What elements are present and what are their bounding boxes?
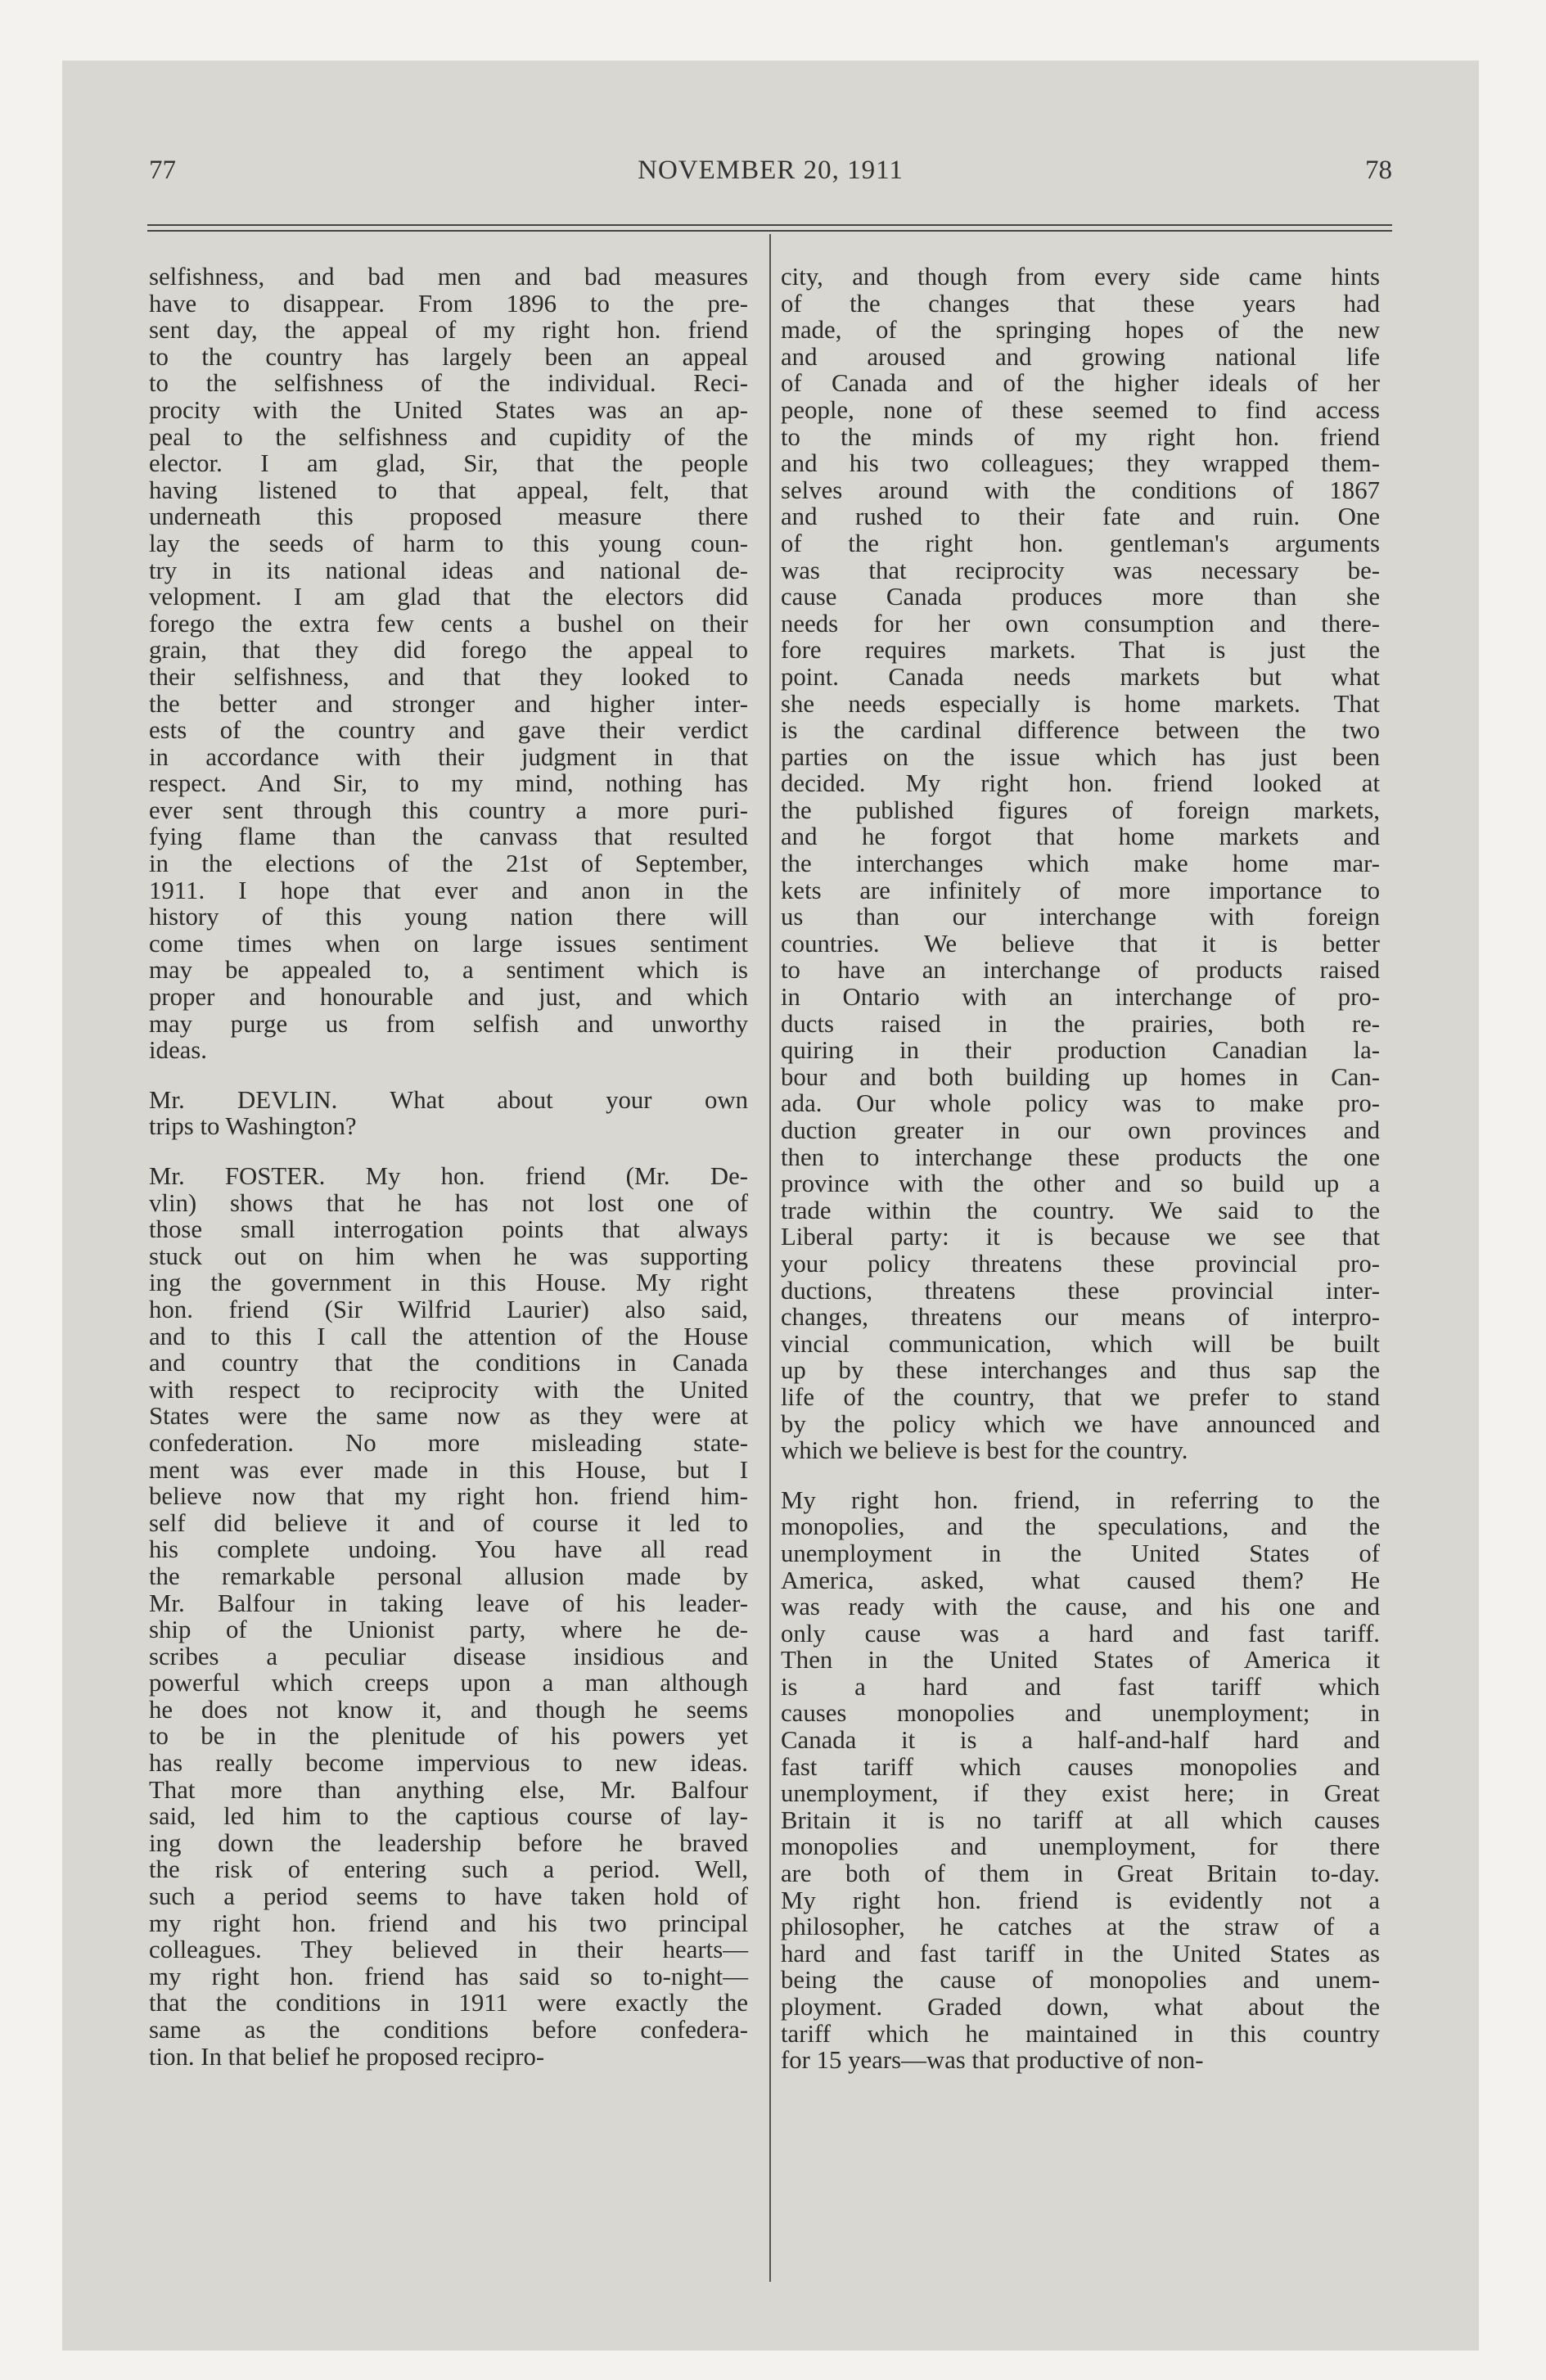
text-line: the better and stronger and higher inter-: [149, 689, 748, 718]
text-line: and he forgot that home markets and: [781, 823, 1380, 851]
text-line: Mr. DEVLIN. What about your own: [149, 1085, 748, 1114]
left-column: [149, 264, 748, 2070]
paragraph-gap: [149, 1140, 748, 1163]
text-line: may purge us from selfish and unworthy: [149, 1009, 748, 1038]
text-line: to be in the plenitude of his powers yet: [149, 1722, 748, 1751]
text-line: confederation. No more misleading state-: [149, 1428, 748, 1457]
text-line: Liberal party: it is because we see that: [781, 1223, 1380, 1251]
text-line: ing the government in this House. My right: [149, 1269, 748, 1297]
text-line: to the country has largely been an appeal: [149, 342, 748, 371]
text-line: have to disappear. From 1896 to the pre-: [149, 289, 748, 318]
text-line: is the cardinal difference between the two: [781, 716, 1380, 745]
text-line: fast tariff which causes monopolies and: [781, 1752, 1380, 1781]
text-line: then to interchange these products the one: [781, 1143, 1380, 1171]
text-line: point. Canada needs markets but what: [781, 662, 1380, 691]
text-line: same as the conditions before confedera-: [149, 2016, 748, 2044]
text-line: trips to Washington?: [149, 1112, 357, 1141]
text-line: grain, that they did forego the appeal to: [149, 636, 748, 665]
text-line: of the right hon. gentleman's arguments: [781, 529, 1380, 557]
text-line: in accordance with their judgment in that: [149, 742, 748, 771]
text-line: hard and fast tariff in the United States as: [781, 1939, 1380, 1968]
left-page-number: 77: [149, 156, 176, 185]
text-line: self did believe it and of course it led to: [149, 1508, 748, 1537]
text-line: duction greater in our own provinces and: [781, 1116, 1380, 1144]
header-rule-top: [147, 224, 1392, 226]
text-line: procity with the United States was an ap-: [149, 395, 748, 424]
header-date: NOVEMBER 20, 1911: [638, 156, 904, 185]
text-line: lay the seeds of harm to this young coun-: [149, 529, 748, 557]
text-line: hon. friend (Sir Wilfrid Laurier) also said,: [149, 1295, 748, 1323]
text-line: he does not know it, and though he seems: [149, 1695, 748, 1724]
text-line: and to this I call the attention of the House: [149, 1322, 748, 1350]
text-line: tion. In that belief he proposed recipro-: [149, 2042, 545, 2071]
text-line: believe now that my right hon. friend him-: [149, 1482, 748, 1511]
text-line: trade within the country. We said to the: [781, 1196, 1380, 1224]
text-line: try in its national ideas and national de-: [149, 556, 748, 584]
text-line: such a period seems to have taken hold of: [149, 1882, 748, 1911]
text-line: States were the same now as they were at: [149, 1402, 748, 1431]
text-line: powerful which creeps upon a man although: [149, 1669, 748, 1697]
text-line: ployment. Graded down, what about the: [781, 1993, 1380, 2021]
text-line: of Canada and of the higher ideals of her: [781, 369, 1380, 398]
text-line: fore requires markets. That is just the: [781, 636, 1380, 665]
text-line: may be appealed to, a sentiment which is: [149, 956, 748, 985]
text-line: and aroused and growing national life: [781, 342, 1380, 371]
text-line: and rushed to their fate and ruin. One: [781, 503, 1380, 531]
text-line: Canada it is a half-and-half hard and: [781, 1726, 1380, 1755]
text-line: for 15 years—was that productive of non-: [781, 2046, 1204, 2075]
text-line: to the minds of my right hon. friend: [781, 422, 1380, 451]
column-divider: [769, 234, 771, 2282]
text-line: was ready with the cause, and his one and: [781, 1593, 1380, 1621]
text-line: ductions, threatens these provincial inter-: [781, 1276, 1380, 1305]
text-line: My right hon. friend is evidently not a: [781, 1886, 1380, 1914]
text-line: and country that the conditions in Canada: [149, 1349, 748, 1377]
text-line: in Ontario with an interchange of pro-: [781, 983, 1380, 1012]
header-rule-bottom: [147, 230, 1392, 232]
text-line: that the conditions in 1911 were exactly the: [149, 1989, 748, 2017]
text-line: velopment. I am glad that the electors did: [149, 583, 748, 611]
text-line: stuck out on him when he was supporting: [149, 1242, 748, 1270]
scanned-page: [62, 61, 1479, 2351]
text-line: she needs especially is home markets. That: [781, 689, 1380, 718]
text-line: city, and though from every side came hints: [781, 263, 1380, 291]
text-line: history of this young nation there will: [149, 903, 748, 931]
text-line: Britain it is no tariff at all which causes: [781, 1805, 1380, 1834]
text-line: and his two colleagues; they wrapped them-: [781, 449, 1380, 478]
text-line: selves around with the conditions of 1867: [781, 476, 1380, 504]
text-line: their selfishness, and that they looked to: [149, 662, 748, 691]
text-line: needs for her own consumption and there-: [781, 609, 1380, 638]
text-line: province with the other and so build up a: [781, 1170, 1380, 1198]
right-column: [781, 264, 1380, 2074]
text-line: forego the extra few cents a bushel on their: [149, 609, 748, 638]
text-line: us than our interchange with foreign: [781, 903, 1380, 931]
text-line: those small interrogation points that always: [149, 1215, 748, 1244]
text-line: being the cause of monopolies and unem-: [781, 1966, 1380, 1995]
text-line: changes, threatens our means of interpro-: [781, 1303, 1380, 1332]
text-line: Mr. FOSTER. My hon. friend (Mr. De-: [149, 1162, 748, 1190]
text-line: his complete undoing. You have all read: [149, 1535, 748, 1564]
page-header: [62, 156, 1479, 196]
text-line: unemployment in the United States of: [781, 1539, 1380, 1567]
text-line: causes monopolies and unemployment; in: [781, 1699, 1380, 1728]
text-line: colleagues. They believed in their hearts—: [149, 1936, 748, 1964]
text-line: in the elections of the 21st of September,: [149, 850, 748, 878]
text-line: with respect to reciprocity with the United: [149, 1375, 748, 1404]
text-line: to have an interchange of products raised: [781, 956, 1380, 985]
text-line: scribes a peculiar disease insidious and: [149, 1642, 748, 1670]
text-line: to the selfishness of the individual. Reci-: [149, 369, 748, 398]
text-line: by the policy which we have announced and: [781, 1409, 1380, 1438]
text-line: peal to the selfishness and cupidity of the: [149, 422, 748, 451]
text-line: sent day, the appeal of my right hon. friend: [149, 316, 748, 345]
text-line: up by these interchanges and thus sap the: [781, 1356, 1380, 1385]
text-line: parties on the issue which has just been: [781, 742, 1380, 771]
text-line: decided. My right hon. friend looked at: [781, 769, 1380, 798]
text-line: life of the country, that we prefer to stand: [781, 1382, 1380, 1411]
text-line: vlin) shows that he has not lost one of: [149, 1188, 748, 1217]
text-line: your policy threatens these provincial pro-: [781, 1249, 1380, 1278]
text-line: the risk of entering such a period. Well,: [149, 1855, 748, 1884]
text-line: kets are infinitely of more importance to: [781, 876, 1380, 904]
text-line: the remarkable personal allusion made by: [149, 1562, 748, 1590]
text-line: ing down the leadership before he braved: [149, 1828, 748, 1857]
text-line: unemployment, if they exist here; in Great: [781, 1779, 1380, 1808]
text-line: having listened to that appeal, felt, that: [149, 476, 748, 504]
text-line: only cause was a hard and fast tariff.: [781, 1619, 1380, 1648]
text-line: ship of the Unionist party, where he de-: [149, 1616, 748, 1644]
text-line: countries. We believe that it is better: [781, 929, 1380, 958]
text-line: tariff which he maintained in this country: [781, 2019, 1380, 2048]
text-line: monopolies and unemployment, for there: [781, 1832, 1380, 1861]
text-line: My right hon. friend, in referring to the: [781, 1485, 1380, 1514]
text-line: proper and honourable and just, and which: [149, 983, 748, 1012]
text-line: of the changes that these years had: [781, 289, 1380, 318]
text-line: ests of the country and gave their verdict: [149, 716, 748, 745]
text-line: said, led him to the captious course of lay-: [149, 1802, 748, 1831]
text-line: ment was ever made in this House, but I: [149, 1455, 748, 1484]
text-line: made, of the springing hopes of the new: [781, 316, 1380, 345]
right-page-number: 78: [1365, 156, 1392, 185]
text-line: are both of them in Great Britain to-day.: [781, 1859, 1380, 1888]
text-line: underneath this proposed measure there: [149, 503, 748, 531]
text-line: vincial communication, which will be built: [781, 1329, 1380, 1358]
text-line: people, none of these seemed to find access: [781, 395, 1380, 424]
text-line: was that reciprocity was necessary be-: [781, 556, 1380, 584]
text-line: the interchanges which make home mar-: [781, 850, 1380, 878]
text-line: monopolies, and the speculations, and the: [781, 1512, 1380, 1541]
text-line: which we believe is best for the country.: [781, 1436, 1188, 1465]
text-line: Then in the United States of America it: [781, 1646, 1380, 1675]
text-line: respect. And Sir, to my mind, nothing has: [149, 769, 748, 798]
text-line: ducts raised in the prairies, both re-: [781, 1009, 1380, 1038]
text-line: come times when on large issues sentiment: [149, 929, 748, 958]
text-line: ideas.: [149, 1036, 207, 1065]
text-line: has really become impervious to new ideas.: [149, 1749, 748, 1778]
text-line: bour and both building up homes in Can-: [781, 1062, 1380, 1091]
text-line: quiring in their production Canadian la-: [781, 1036, 1380, 1065]
text-line: philosopher, he catches at the straw of a: [781, 1913, 1380, 1941]
text-line: ever sent through this country a more puri-: [149, 796, 748, 824]
text-line: elector. I am glad, Sir, that the people: [149, 449, 748, 478]
text-line: selfishness, and bad men and bad measures: [149, 263, 748, 291]
text-line: fying flame than the canvass that resulted: [149, 823, 748, 851]
text-line: is a hard and fast tariff which: [781, 1672, 1380, 1701]
paragraph-gap: [149, 1064, 748, 1087]
text-line: 1911. I hope that ever and anon in the: [149, 876, 748, 904]
text-line: my right hon. friend and his two principal: [149, 1909, 748, 1937]
text-line: cause Canada produces more than she: [781, 583, 1380, 611]
text-line: my right hon. friend has said so to-night—: [149, 1962, 748, 1990]
text-line: America, asked, what caused them? He: [781, 1566, 1380, 1594]
text-line: Mr. Balfour in taking leave of his leader-: [149, 1589, 748, 1617]
text-line: That more than anything else, Mr. Balfour: [149, 1775, 748, 1804]
text-line: ada. Our whole policy was to make pro-: [781, 1089, 1380, 1118]
text-line: the published figures of foreign markets,: [781, 796, 1380, 824]
paragraph-gap: [781, 1464, 1380, 1487]
